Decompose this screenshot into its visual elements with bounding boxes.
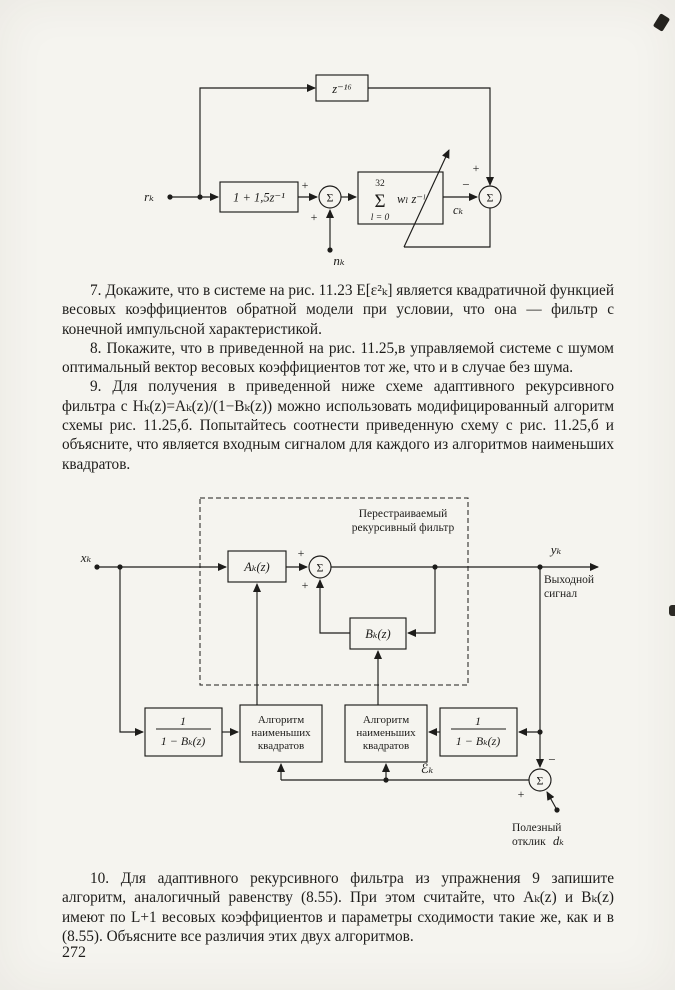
tunable-filter-caption-line2: рекурсивный фильтр <box>351 522 455 534</box>
minus-sign: − <box>462 177 470 192</box>
summer-2-sigma: Σ <box>486 190 494 205</box>
wire-output-to-b-block <box>408 567 435 633</box>
right-fraction-numerator: 1 <box>475 714 481 728</box>
summer-1-sigma: Σ <box>326 190 334 205</box>
junction-dot <box>327 247 332 252</box>
diagram1-wires <box>170 88 490 250</box>
filter-output-label: cₖ <box>452 203 464 217</box>
filter-term: wₗ z⁻ˡ <box>397 192 425 206</box>
plus-sign: + <box>472 161 480 175</box>
left-fraction-numerator: 1 <box>180 714 186 728</box>
right-lms-label-line1: Алгоритм <box>362 714 410 726</box>
delay-block-label: z⁻¹⁶ <box>332 82 352 96</box>
scan-artifact <box>669 605 675 616</box>
problem-9: 9. Для получения в приведенной ниже схеме адаптивного рекурсивного фильтра с Hₖ(z)=Aₖ(z)/(1−Bₖ(z)) можно использовать модифицированный алгоритм схемы рис. 11.25,б. Попытайтесь соотнести приведенную схему с рис. 11.25,б и объясните, что является входным сигналом для каждого из алгоритмов наименьших квадратов. <box>62 378 614 473</box>
right-lms-label-line3: квадратов <box>362 740 410 752</box>
desired-response-symbol: dₖ <box>553 834 564 848</box>
left-lms-label-line1: Алгоритм <box>257 714 305 726</box>
minus-sign: − <box>548 752 556 767</box>
wire-desired-response <box>547 792 557 810</box>
scan-artifact <box>653 13 670 32</box>
diagram2-junction-dots <box>94 564 559 812</box>
problem-7: 7. Докажите, что в системе на рис. 11.23 E[ε²ₖ] является квадратичной функцией весовых коэффициентов обратной модели при условии, что она — фильтр с конечной импульсной характеристикой. <box>62 282 614 338</box>
output-signal-label: yₖ <box>550 542 562 557</box>
error-signal-label: ℰₖ <box>420 762 434 777</box>
diagram2-wires <box>97 567 598 810</box>
junction-dot <box>197 194 202 199</box>
plant-block-label: 1 + 1,5z⁻¹ <box>233 190 285 205</box>
summer-error-sigma: Σ <box>536 773 544 788</box>
summer-main-sigma: Σ <box>316 560 324 575</box>
junction-dot <box>117 564 122 569</box>
diagram-adaptive-inverse-model <box>0 55 675 275</box>
problems-upper <box>62 281 614 474</box>
junction-dot <box>432 564 437 569</box>
diagram-adaptive-recursive-filter <box>0 490 675 870</box>
right-lms-label-line2: наименьших <box>356 727 416 739</box>
filter-lower-limit: l = 0 <box>370 213 390 223</box>
input-signal-label: xₖ <box>80 550 92 565</box>
junction-dot <box>94 564 99 569</box>
junction-dot <box>537 729 542 734</box>
filter-upper-limit: 32 <box>375 179 385 189</box>
desired-response-caption-line2: отклик <box>512 836 546 848</box>
tunable-filter-caption-line1: Перестраиваемый <box>358 508 448 520</box>
wire-input-to-left-fraction <box>120 567 143 732</box>
output-caption-line2: сигнал <box>544 588 578 600</box>
plus-sign: + <box>301 178 309 192</box>
junction-dot <box>554 807 559 812</box>
right-fraction-denominator: 1 − Bₖ(z) <box>455 734 501 748</box>
wire-error-feedback <box>404 208 490 247</box>
output-caption-line1: Выходной <box>544 574 595 586</box>
a-block-label: Aₖ(z) <box>244 560 270 574</box>
desired-response-caption-line1: Полезный <box>512 822 562 834</box>
plus-sign: + <box>301 578 309 592</box>
left-fraction-denominator: 1 − Bₖ(z) <box>160 734 206 748</box>
plus-sign: + <box>517 787 525 801</box>
noise-signal-label: nₖ <box>333 253 345 268</box>
b-block-label: Bₖ(z) <box>365 627 391 641</box>
page-number: 272 <box>62 944 86 961</box>
junction-dot <box>383 777 388 782</box>
problems-lower <box>62 869 614 946</box>
wire-b-to-summer <box>320 580 350 633</box>
plus-sign: + <box>297 546 305 560</box>
junction-dot <box>167 194 172 199</box>
left-lms-label-line3: квадратов <box>257 740 305 752</box>
wire-branch-to-delay <box>200 88 315 197</box>
plus-sign: + <box>310 210 318 224</box>
problem-8: 8. Покажите, что в приведенной на рис. 11.25,в управляемой системе с шумом оптимальный вектор весовых коэффициентов тот же, что и в случае без шума. <box>62 339 614 377</box>
problem-10: 10. Для адаптивного рекурсивного фильтра из упражнения 9 запишите алгоритм, аналогичный равенству (8.55). При этом считайте, что Aₖ(z) и Bₖ(z) имеют по L+1 весовых коэффициентов и параметры сходимости такие же, как и в (8.55). Объясните все различия этих двух алгоритмов. <box>62 870 614 945</box>
left-lms-label-line2: наименьших <box>251 727 311 739</box>
junction-dot <box>537 564 542 569</box>
input-signal-label: rₖ <box>144 189 154 204</box>
filter-sigma: Σ <box>374 191 386 212</box>
